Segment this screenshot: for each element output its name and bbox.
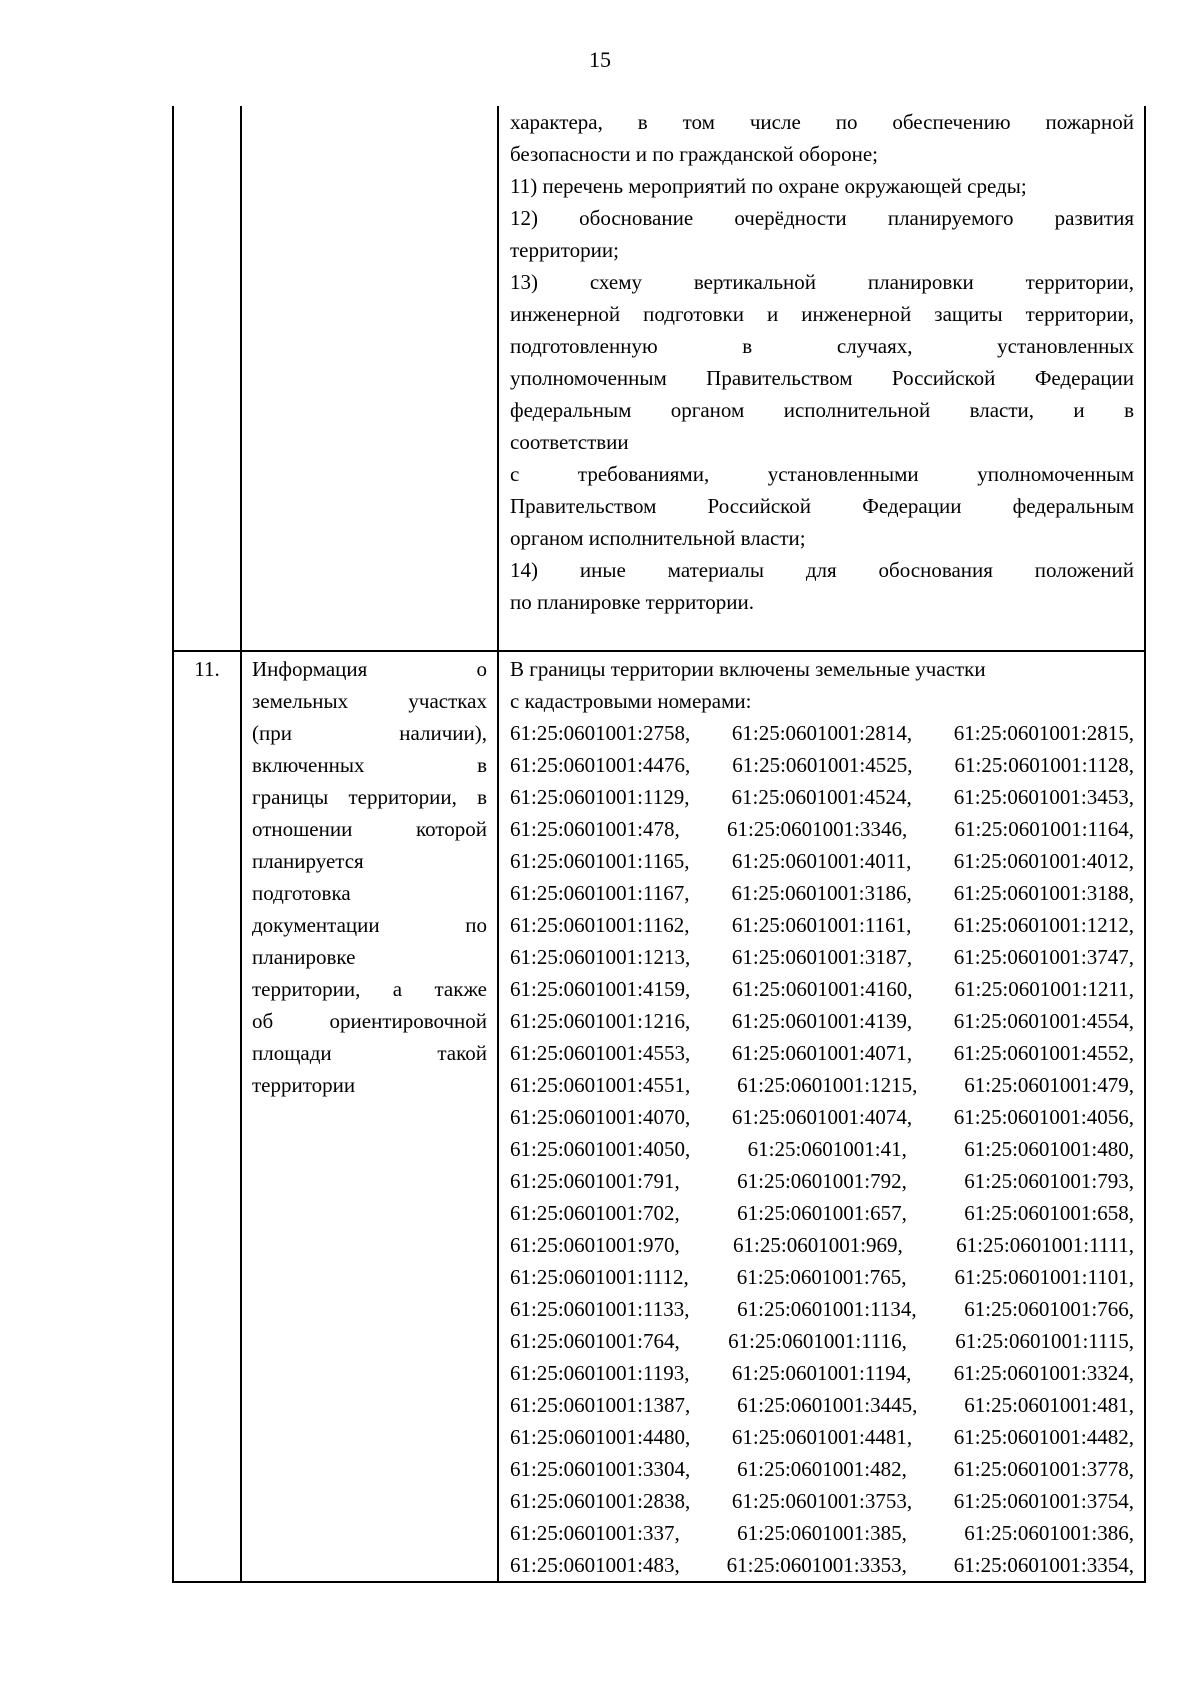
cadastral-line: 61:25:0601001:2838, 61:25:0601001:3753, 61:25:0601001:3754, [510, 1489, 1134, 1513]
cadastral-line: 61:25:0601001:3304, 61:25:0601001:482, 61:25:0601001:3778, [510, 1457, 1134, 1481]
cadastral-line: 61:25:0601001:1162, 61:25:0601001:1161, 61:25:0601001:1212, [510, 913, 1134, 937]
text-line: безопасности и по гражданской обороне; [510, 142, 878, 166]
label-line: территории, а также [252, 977, 487, 1001]
cadastral-line: 61:25:0601001:337, 61:25:0601001:385, 61:25:0601001:386, [510, 1521, 1134, 1545]
cadastral-line: 61:25:0601001:1129, 61:25:0601001:4524, 61:25:0601001:3453, [510, 785, 1134, 809]
cadastral-line: 61:25:0601001:4553, 61:25:0601001:4071, 61:25:0601001:4552, [510, 1041, 1134, 1065]
label-line: территории [252, 1073, 356, 1097]
cell-number-empty [173, 106, 241, 651]
cadastral-line: 61:25:0601001:478, 61:25:0601001:3346, 61:25:0601001:1164, [510, 817, 1134, 841]
label-line: (при наличии), [252, 721, 487, 745]
text-line: с требованиями, установленными уполномоченным [510, 462, 1134, 486]
cadastral-line: 61:25:0601001:483, 61:25:0601001:3353, 61:25:0601001:3354, [510, 1553, 1134, 1577]
cadastral-line: 61:25:0601001:4476, 61:25:0601001:4525, 61:25:0601001:1128, [510, 753, 1134, 777]
label-line: подготовка [252, 881, 351, 905]
text-line: Правительством Российской Федерации федеральным [510, 494, 1134, 518]
cadastral-line: 61:25:0601001:1165, 61:25:0601001:4011, 61:25:0601001:4012, [510, 849, 1134, 873]
text-line: характера, в том числе по обеспечению пожарной [510, 110, 1134, 134]
cell-content-continuation [498, 106, 1145, 651]
label-line: включенных в [252, 753, 487, 777]
label-line: об ориентировочной [252, 1009, 487, 1033]
cadastral-line: 61:25:0601001:4480, 61:25:0601001:4481, 61:25:0601001:4482, [510, 1425, 1134, 1449]
text-line: 11) перечень мероприятий по охране окружающей среды; [510, 174, 1027, 198]
label-line: документации по [252, 913, 487, 937]
label-line: отношении которой [252, 817, 487, 841]
text-line: инженерной подготовки и инженерной защиты территории, [510, 302, 1134, 326]
table-row-11 [173, 651, 1145, 1582]
text-line: по планировке территории. [510, 590, 755, 614]
cadastral-line: 61:25:0601001:1387, 61:25:0601001:3445, 61:25:0601001:481, [510, 1393, 1134, 1417]
cadastral-line: 61:25:0601001:4159, 61:25:0601001:4160, 61:25:0601001:1211, [510, 977, 1134, 1001]
row-number: 11. [173, 651, 241, 1582]
cadastral-line: 61:25:0601001:970, 61:25:0601001:969, 61:25:0601001:1111, [510, 1233, 1134, 1257]
text-line: подготовленную в случаях, установленных [510, 334, 1134, 358]
cadastral-line: 61:25:0601001:2758, 61:25:0601001:2814, 61:25:0601001:2815, [510, 721, 1134, 745]
text-line: 14) иные материалы для обоснования положений [510, 558, 1134, 582]
cadastral-line: 61:25:0601001:4551, 61:25:0601001:1215, 61:25:0601001:479, [510, 1073, 1134, 1097]
text-line: федеральным органом исполнительной власти, и в [510, 398, 1134, 422]
cadastral-line: 61:25:0601001:1193, 61:25:0601001:1194, 61:25:0601001:3324, [510, 1361, 1134, 1385]
cadastral-line: 61:25:0601001:4070, 61:25:0601001:4074, 61:25:0601001:4056, [510, 1105, 1134, 1129]
label-line: площади такой [252, 1041, 487, 1065]
cadastral-info [499, 652, 1144, 1581]
cadastral-line: 61:25:0601001:764, 61:25:0601001:1116, 61:25:0601001:1115, [510, 1329, 1134, 1353]
cadastral-line: 61:25:0601001:1167, 61:25:0601001:3186, 61:25:0601001:3188, [510, 881, 1134, 905]
continuation-text [499, 106, 1144, 650]
cadastral-line: 61:25:0601001:1133, 61:25:0601001:1134, 61:25:0601001:766, [510, 1297, 1134, 1321]
text-line: уполномоченным Правительством Российской Федерации [510, 366, 1134, 390]
cadastral-line: 61:25:0601001:702, 61:25:0601001:657, 61:25:0601001:658, [510, 1201, 1134, 1225]
row-label-text [242, 652, 497, 1101]
text-line: соответствии [510, 430, 629, 454]
label-line: планировке [252, 945, 356, 969]
text-line: органом исполнительной власти; [510, 526, 806, 550]
cadastral-line: 61:25:0601001:1213, 61:25:0601001:3187, 61:25:0601001:3747, [510, 945, 1134, 969]
label-line: Информация о [252, 657, 487, 681]
cadastral-line: 61:25:0601001:4050, 61:25:0601001:41, 61:25:0601001:480, [510, 1137, 1134, 1161]
requirements-table [172, 106, 1146, 1583]
cadastral-line: 61:25:0601001:1112, 61:25:0601001:765, 61:25:0601001:1101, [510, 1265, 1134, 1289]
text-line: 13) схему вертикальной планировки территории, [510, 270, 1134, 294]
cell-content [498, 651, 1145, 1582]
intro-line: В границы территории включены земельные участки [510, 657, 986, 681]
cadastral-line: 61:25:0601001:1216, 61:25:0601001:4139, 61:25:0601001:4554, [510, 1009, 1134, 1033]
label-line: планируется [252, 849, 364, 873]
intro-line: с кадастровыми номерами: [510, 689, 752, 713]
cell-label [241, 651, 498, 1582]
label-line: границы территории, в [252, 785, 487, 809]
label-line: земельных участках [252, 689, 487, 713]
page-number: 15 [589, 47, 611, 72]
cadastral-line: 61:25:0601001:791, 61:25:0601001:792, 61:25:0601001:793, [510, 1169, 1134, 1193]
table-row-continuation [173, 106, 1145, 651]
cell-label-empty [241, 106, 498, 651]
text-line: 12) обоснование очерёдности планируемого развития [510, 206, 1134, 230]
text-line: территории; [510, 238, 619, 262]
